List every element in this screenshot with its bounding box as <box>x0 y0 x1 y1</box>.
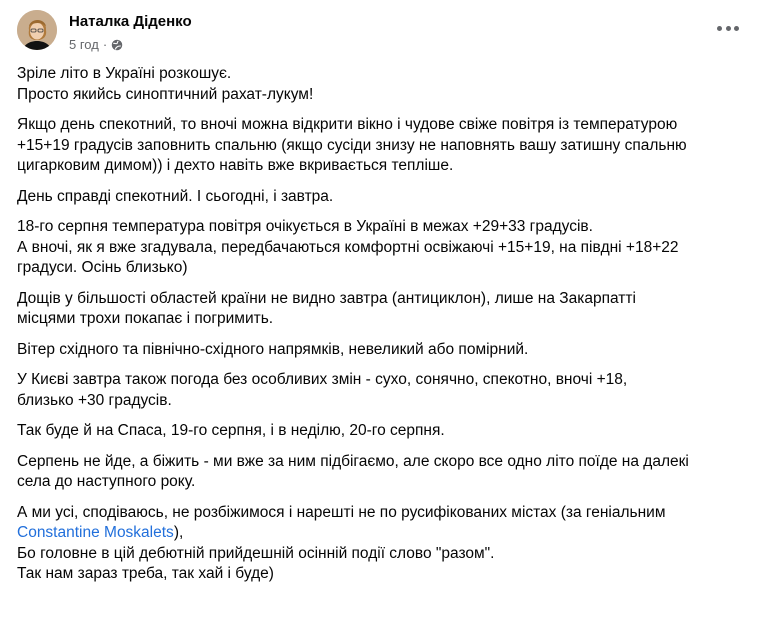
text-line: місцями трохи покапає і погримить. <box>17 310 274 327</box>
text-line: А ми усі, сподіваюсь, не розбіжимося і нарешті не по русифікованих містах (за геніальним <box>17 503 666 521</box>
paragraph <box>17 64 747 105</box>
more-dot <box>734 26 739 31</box>
text-line: Просто якийсь синоптичний рахат-лукум! <box>17 85 314 103</box>
paragraph <box>17 340 747 361</box>
mention-link[interactable]: Constantine Moskalets <box>17 524 174 541</box>
text-line: близько +30 градусів. <box>17 391 172 409</box>
post-header <box>17 10 745 60</box>
text-line: цигарковим димом)) і дехто навіть вже вкривається тепліше. <box>17 157 454 174</box>
paragraph <box>17 503 747 585</box>
post-text <box>17 64 747 595</box>
more-dot <box>726 26 731 31</box>
text-line: градуси. Осінь близько) <box>17 259 188 276</box>
paragraph <box>17 217 747 279</box>
text-line: День справді спекотний. І сьогодні, і завтра. <box>17 187 334 205</box>
text-line: 18-го серпня температура повітря очікується в Україні в межах +29+33 градусів. <box>17 218 593 235</box>
author-avatar[interactable] <box>17 10 57 50</box>
paragraph <box>17 187 747 208</box>
text-line: А вночі, як я вже згадувала, передбачаються комфортні освіжаючі +15+19, на півдні +18+22 <box>17 238 679 256</box>
paragraph <box>17 289 747 330</box>
text-line: Дощів у більшості областей країни не видно завтра (антициклон), лише на Закарпатті <box>17 289 636 307</box>
text-line: села до наступного року. <box>17 473 196 490</box>
text-line: Так буде й на Спаса, 19-го серпня, і в неділю, 20-го серпня. <box>17 422 445 439</box>
text-line: +15+19 градусів заповнить спальню (якщо сусіди знизу не наповнять вашу затишну спальню <box>17 136 687 154</box>
text-line: Бо головне в цій дебютній прийдешній осінній події слово "разом". <box>17 544 495 562</box>
author-name[interactable]: Наталка Діденко <box>69 13 192 30</box>
text-line <box>17 523 747 544</box>
mention-suffix: ), <box>173 524 184 541</box>
paragraph <box>17 452 747 493</box>
paragraph <box>17 370 747 411</box>
post-meta <box>69 37 123 52</box>
more-options-icon[interactable] <box>717 18 739 38</box>
text-line: Так нам зараз треба, так хай і буде) <box>17 565 274 582</box>
more-dot <box>717 26 722 31</box>
paragraph <box>17 421 747 442</box>
paragraph <box>17 115 747 177</box>
text-line: Якщо день спекотний, то вночі можна відкрити вікно і чудове свіже повітря із температурою <box>17 116 678 133</box>
globe-icon[interactable] <box>111 39 123 51</box>
avatar-image <box>17 10 57 50</box>
text-line: У Києві завтра також погода без особливих змін - сухо, сонячно, спекотно, вночі +18, <box>17 371 628 388</box>
text-line: Зріле літо в Україні розкошує. <box>17 65 232 82</box>
text-line: Серпень не йде, а біжить - ми вже за ним підбігаємо, але скоро все одно літо поїде на далекі <box>17 452 689 470</box>
post-timestamp[interactable]: 5 год <box>69 37 99 52</box>
text-line: Вітер східного та північно-східного напрямків, невеликий або помірний. <box>17 340 529 358</box>
meta-separator: · <box>102 37 108 52</box>
